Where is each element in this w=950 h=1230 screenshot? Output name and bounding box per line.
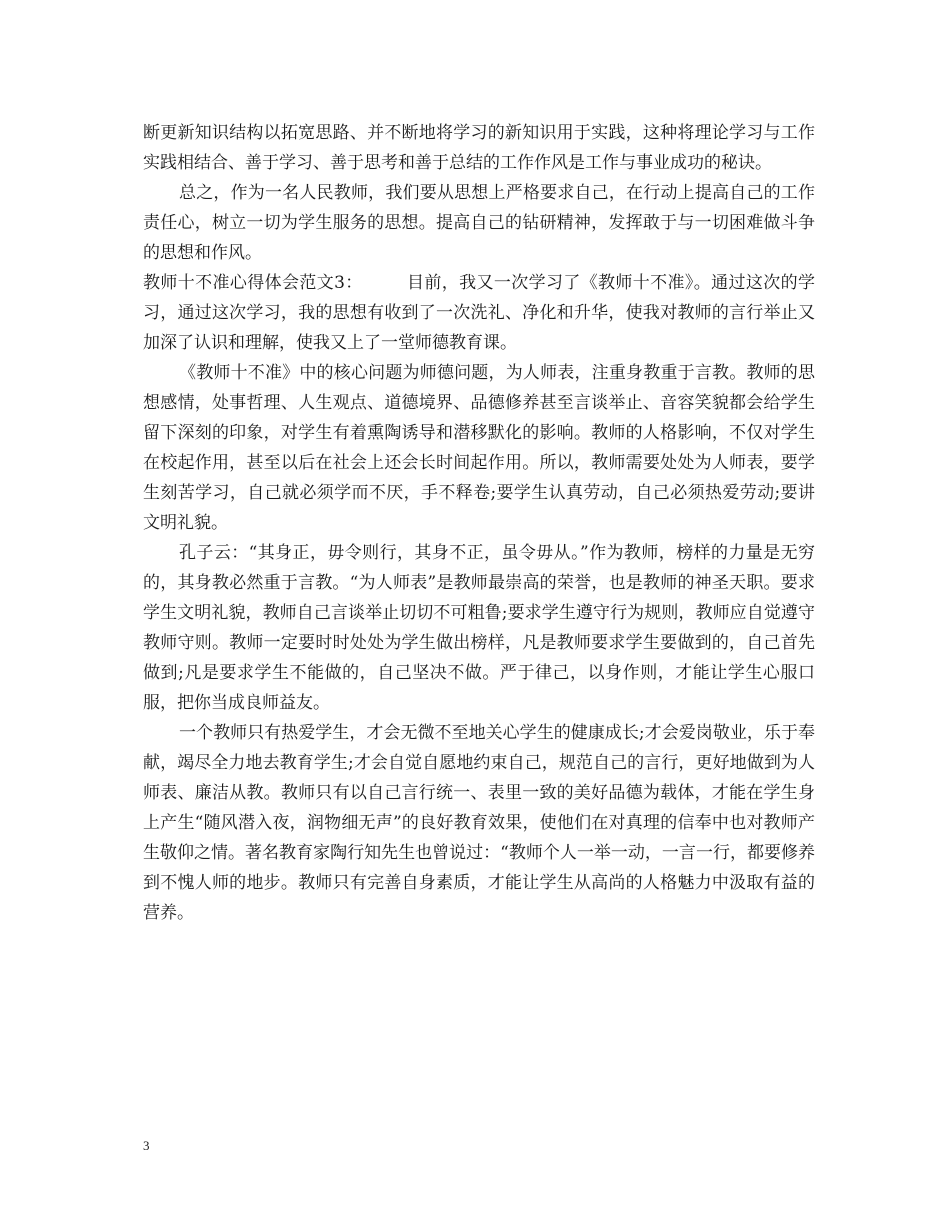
paragraph-confucius-quote: 孔子云：“其身正，毋令则行，其身不正，虽令毋从。”作为教师，榜样的力量是无穷的，其身教必然重于言教。“为人师表”是教师最崇高的荣誉，也是教师的神圣天职。要求学生文明礼貌，教师自己言谈举止切切不可粗鲁;要求学生遵守行为规则，教师应自觉遵守教师守则。教师一定要时时处处为学生做出榜样，凡是教师要求学生要做到的，自己首先做到;凡是要求学生不能做的，自己坚决不做。严于律己，以身作则，才能让学生心服口服，把你当成良师益友。 [143,543,815,713]
paragraph-continuation: 断更新知识结构以拓宽思路、并不断地将学习的新知识用于实践，这种将理论学习与工作实践相结合、善于学习、善于思考和善于总结的工作作风是工作与事业成功的秘诀。 [143,123,815,173]
section-intro-text: 目前，我又一次学习了《教师十不准》。通过这次的学习，通过这次学习，我的思想有收到了一次洗礼、净化和升华，使我对教师的言行举止又加深了认识和理解，使我又上了一堂师德教育课。 [143,273,815,353]
section-heading: 教师十不准心得体会范文3： [143,273,363,293]
paragraph-section-3 [143,268,815,358]
page-number: 3 [143,1138,150,1153]
paragraph-love-students: 一个教师只有热爱学生，才会无微不至地关心学生的健康成长;才会爱岗敬业，乐于奉献，竭尽全力地去教育学生;才会自觉自愿地约束自己，规范自己的言行，更好地做到为人师表、廉洁从教。教师只有以自己言行统一、表里一致的美好品德为载体，才能在学生身上产生“随风潜入夜，润物细无声”的良好教育效果，使他们在对真理的信奉中也对教师产生敬仰之情。著名教育家陶行知先生也曾说过：“教师个人一举一动，一言一行，都要修养到不愧人师的地步。教师只有完善自身素质，才能让学生从高尚的人格魅力中汲取有益的营养。 [143,723,815,923]
paragraph-conclusion: 总之，作为一名人民教师，我们要从思想上严格要求自己，在行动上提高自己的工作责任心，树立一切为学生服务的思想。提高自己的钻研精神，发挥敢于与一切困难做斗争的思想和作风。 [143,183,815,263]
document-body [143,118,815,928]
paragraph-core-issue: 《教师十不准》中的核心问题为师德问题，为人师表，注重身教重于言教。教师的思想感情，处事哲理、人生观点、道德境界、品德修养甚至言谈举止、音容笑貌都会给学生留下深刻的印象，对学生有着熏陶诱导和潜移默化的影响。教师的人格影响，不仅对学生在校起作用，甚至以后在社会上还会长时间起作用。所以，教师需要处处为人师表，要学生刻苦学习，自己就必须学而不厌，手不释卷;要学生认真劳动，自己必须热爱劳动;要讲文明礼貌。 [143,363,815,533]
